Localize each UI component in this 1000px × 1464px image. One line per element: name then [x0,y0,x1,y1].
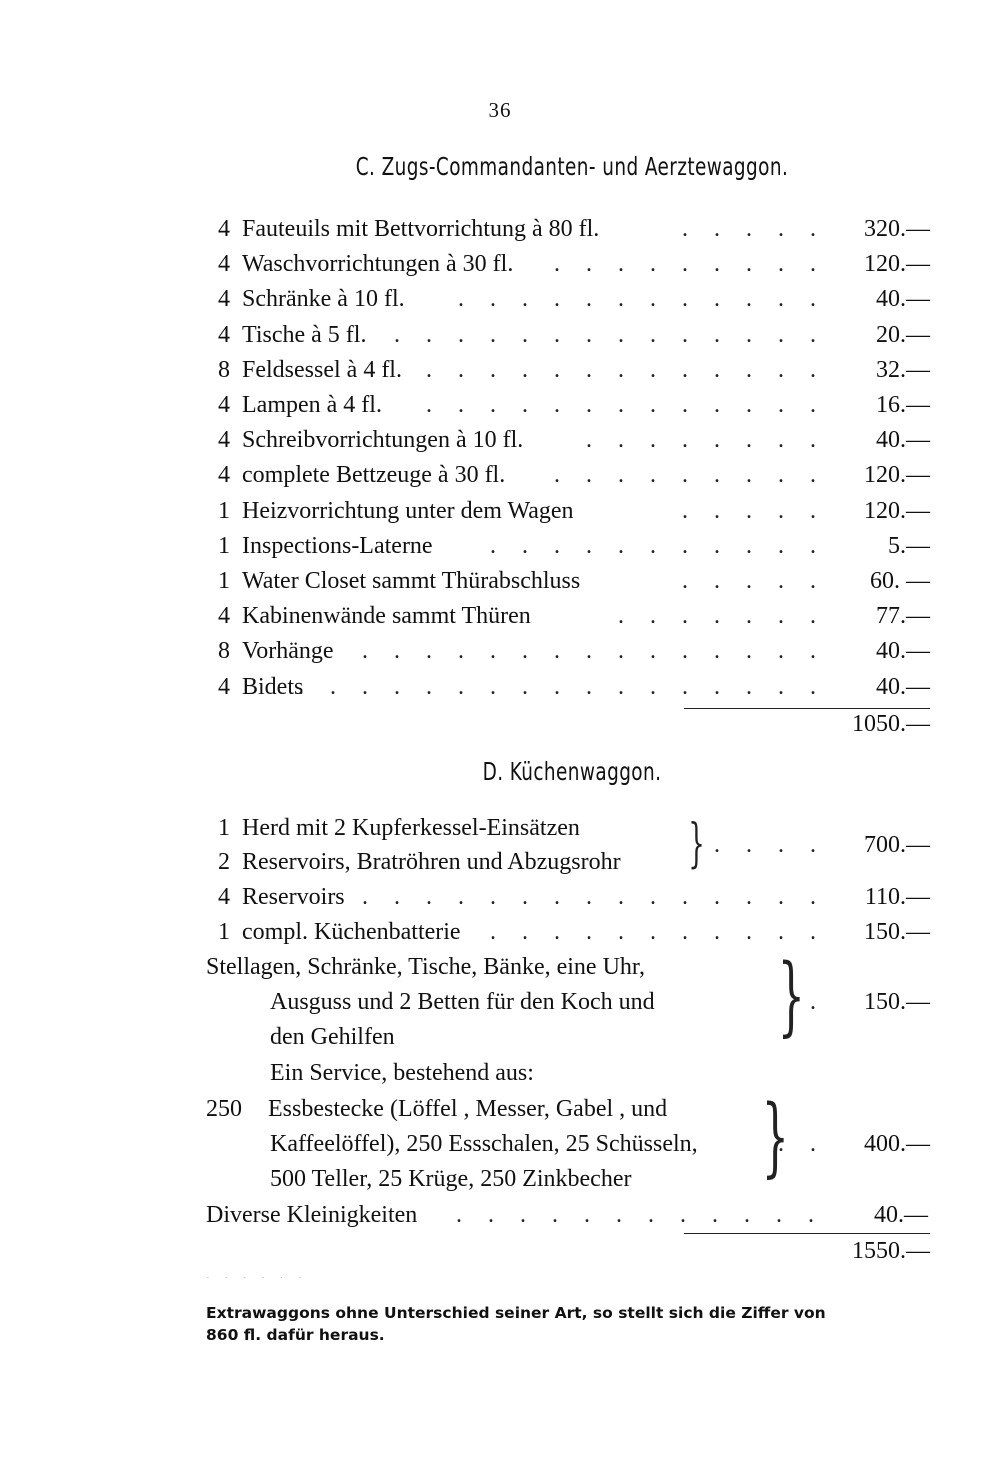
item-quantity: 4 [218,286,230,313]
section-d-total: 1550.— [852,1238,930,1264]
leader-dots: . [810,989,826,1015]
item-amount: 110.— [864,884,930,910]
item-description: Schränke à 10 fl. [242,286,405,313]
list-item [208,1020,930,1054]
leader-dots: . . . . . . . . . . . . . . [394,321,826,348]
leader-dots: . . . . . . . . . . . . . . . . . [298,673,826,700]
leader-dots: . . . . . . . . . . . . . [426,356,826,383]
list-item [208,247,930,281]
right-brace-icon: } [761,1087,790,1187]
item-description: Feldsessel à 4 fl. [242,356,402,383]
leader-dots: . . . . . . . . . . . [490,532,826,559]
leader-dots: . . . . . . . . . . . . . . . [362,638,826,665]
leader-dots: . . . . . . . . . . . . . [426,392,826,418]
list-item [208,915,930,949]
item-description: Inspections-Laterne [242,532,433,559]
item-description: Tische à 5 fl. [242,321,367,348]
leader-dots: . . . . . . . . [586,427,826,454]
footnote-line: Extrawaggons ohne Unterschied seiner Art, so stellt sich die Ziffer von [206,1304,826,1322]
leader-dots: . . . . . . . . . . . [490,919,826,945]
item-description: Schreibvorrichtungen à 10 fl. [242,427,524,454]
item-quantity: 4 [218,462,230,489]
item-description: Waschvorrichtungen à 30 fl. [242,251,514,278]
item-amount: 5.— [888,532,930,559]
leader-dots: . . . . . [682,216,826,242]
item-amount: 120.— [864,462,930,489]
leader-dots: . . . . . . . . . . . . . . . [362,884,826,910]
item-quantity: 4 [218,673,230,700]
item-quantity: 1 [218,532,230,559]
item-quantity: 1 [218,568,230,594]
item-quantity: 8 [218,638,230,665]
leader-dots: . . . . . . . . . . . . [456,1202,824,1228]
item-amount: 400.— [864,1131,930,1157]
item-quantity: 1 [218,815,230,841]
item-description: Bidets [242,673,304,700]
item-quantity: 4 [218,427,230,454]
item-amount: 20.— [876,321,930,348]
section-d-heading: D. Küchenwaggon. [482,757,662,786]
group-amount-row [208,828,930,862]
item-quantity: 4 [218,251,230,278]
item-amount: 40.— [876,673,930,700]
item-amount: 77.— [876,603,930,630]
list-item [206,1092,928,1126]
leader-dots: . . . . . . . . . [554,462,826,489]
item-description: Stellagen, Schränke, Tische, Bänke, eine Uhr, [206,954,645,980]
list-item [208,282,930,316]
item-quantity: 250 [206,1096,242,1122]
group-amount-row [208,1127,930,1161]
list-item [208,494,930,528]
list-item [208,212,930,246]
item-quantity: 4 [218,603,230,630]
leader-dots: . . . . [714,832,826,858]
item-description: Herd mit 2 Kupferkessel-Einsätzen [242,815,580,841]
item-description: den Gehilfen [270,1024,395,1050]
item-amount: 40.— [876,427,930,454]
list-item [208,564,930,598]
list-item [208,599,930,633]
item-description: 500 Teller, 25 Krüge, 250 Zinkbecher [270,1166,632,1192]
item-description: Kabinenwände sammt Thüren [242,603,531,630]
item-description: Essbestecke (Löffel , Messer, Gabel , und [268,1096,668,1122]
item-quantity: 1 [218,497,230,524]
item-description: Fauteuils mit Bettvorrichtung à 80 fl. [242,216,600,242]
list-item [208,388,930,422]
item-amount: 40.— [876,638,930,665]
item-description: Water Closet sammt Thürabschluss [242,568,581,594]
item-amount: 150.— [864,919,930,945]
list-item [208,529,930,563]
list-item [208,1162,930,1196]
list-item [206,1198,928,1232]
item-quantity: 1 [218,919,230,945]
item-quantity: 4 [218,321,230,348]
item-description: Reservoirs, Bratröhren und Abzugsrohr [242,849,621,875]
list-item [208,423,930,457]
list-item [208,634,930,668]
item-description: Reservoirs [242,884,345,910]
item-description: compl. Küchenbatterie [242,919,461,945]
item-description: Lampen à 4 fl. [242,392,382,418]
list-item [208,318,930,352]
item-quantity: 4 [218,216,230,242]
section-c-heading: C. Zugs-Commandanten- und Aerztewaggon. [355,152,789,181]
list-item [206,950,928,984]
leader-dots: . . [778,1131,826,1157]
leader-dots: . . . . . . . . . [554,251,826,278]
item-description: Kaffeelöffel), 250 Essschalen, 25 Schüsseln, [270,1131,698,1157]
item-quantity: 4 [218,392,230,418]
footnote-line: 860 fl. dafür heraus. [206,1326,385,1344]
item-amount: 120.— [864,251,930,278]
item-quantity: 8 [218,356,230,383]
right-brace-icon: } [777,946,806,1046]
item-amount: 40.— [876,286,930,313]
list-item [208,458,930,492]
item-quantity: 2 [218,849,230,875]
item-description: complete Bettzeuge à 30 fl. [242,462,506,489]
section-c-total: 1050.— [852,711,930,737]
list-item [208,1056,930,1090]
item-description: Ausguss und 2 Betten für den Koch und [270,989,655,1015]
faint-print-mark: · · · · · · [206,1272,308,1284]
leader-dots: . . . . . . . . . . . . [458,286,826,313]
item-quantity: 4 [218,884,230,910]
leader-dots: . . . . . [682,568,826,594]
leader-dots: . . . . . . . [618,603,826,630]
footnote [206,1302,928,1346]
item-description: Heizvorrichtung unter dem Wagen [242,497,574,524]
item-description: Diverse Kleinigkeiten [206,1202,418,1228]
right-brace-icon: } [688,814,705,874]
item-description: Ein Service, bestehend aus: [270,1060,534,1086]
item-amount: 320.— [864,216,930,242]
leader-dots: . . . . . [682,497,826,524]
page-number: 36 [488,98,512,122]
item-description: Vorhänge [242,638,334,665]
list-item [208,880,930,914]
group-amount-row [208,985,930,1019]
item-amount: 32.— [876,356,930,383]
item-amount: 150.— [864,989,930,1015]
item-amount: 16.— [876,392,930,418]
item-amount: 60. — [870,568,930,594]
list-item [208,670,930,704]
item-amount: 120.— [864,497,930,524]
item-amount: 40.— [874,1202,928,1228]
list-item [208,353,930,387]
item-amount: 700.— [864,832,930,858]
